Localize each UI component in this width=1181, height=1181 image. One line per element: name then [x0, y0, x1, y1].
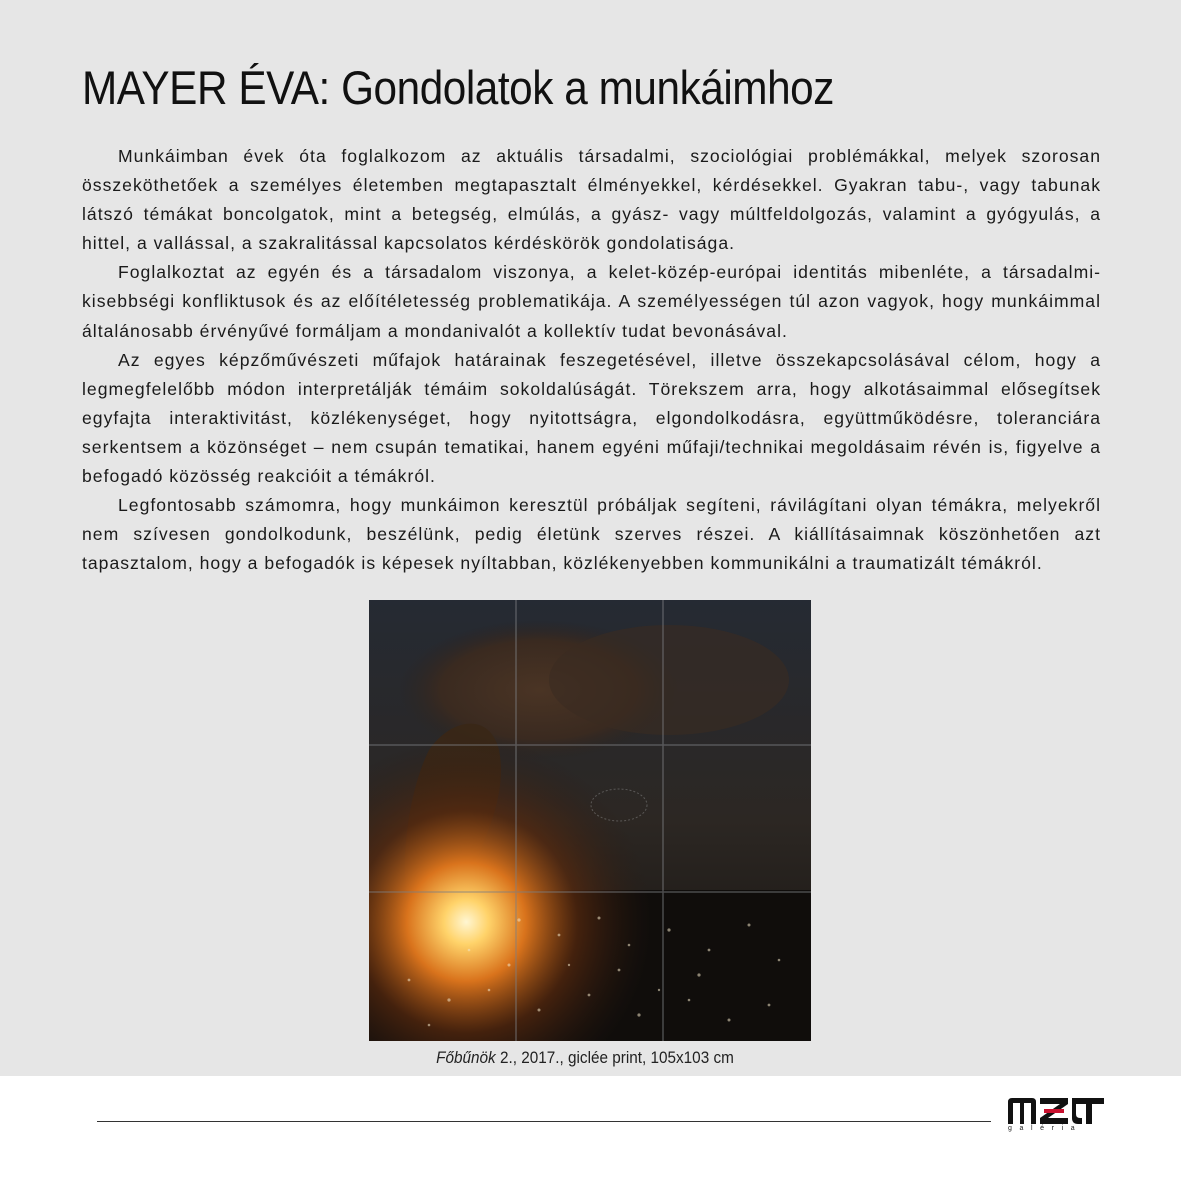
caption-details: 2., 2017., giclée print, 105x103 cm — [495, 1048, 734, 1067]
article-body — [82, 142, 1101, 578]
artwork-painting — [369, 600, 811, 1041]
page-title: MAYER ÉVA: Gondolatok a munkáimhoz — [82, 61, 834, 114]
footer-divider — [97, 1121, 991, 1122]
paragraph-3: Az egyes képzőművészeti műfajok határainak feszegetésével, illetve összekapcsolásával célom, hogy a legmegfelelőbb módon interpretálják témáim sokoldalúságát. Törekszem arra, hogy alkotásaimmal elősegítsek egyfajta interaktivitást, közlékenységet, hogy nyitottságra, elgondolkodásra, együttműködésre, toleranciára serkentsem a közönséget – nem csupán tematikai, hanem egyéni műfaji/technikai megoldásaim révén is, figyelve a befogadó közösség reakcióit a témákról. — [82, 349, 1101, 487]
artwork-caption — [59, 1048, 1112, 1068]
caption-title: Főbűnök — [436, 1048, 496, 1067]
paragraph-1: Munkáimban évek óta foglalkozom az aktuális társadalmi, szociológiai problémákkal, melyek szorosan összeköthetőek a személyes életemben megtapasztalt élményekkel, kérdésekkel. Gyakran tabu-, vagy tabunak látszó témákat boncolgatok, mint a betegség, elmúlás, a gyász- vagy múltfeldolgozás, valamint a gyógyulás, a hittel, a vallással, a szakralitással kapcsolatos kérdéskörök gondolatisága. — [82, 146, 1101, 254]
paragraph-2: Foglalkoztat az egyén és a társadalom viszonya, a kelet-közép-európai identitás mibenléte, a társadalmi-kisebbségi konfliktusok és az előítéletesség problematikája. A személyességen túl azon vagyok, hogy munkáimmal általánosabb érvényűvé formáljam a mondanivalót a kollektív tudat bevonásával. — [82, 262, 1101, 341]
paragraph-4: Legfontosabb számomra, hogy munkáimon keresztül próbáljak segíteni, rávilágítani olyan témákra, melyekről nem szívesen gondolkodunk, beszélünk, pedig életünk szerves részei. A kiállításaimnak köszönhetően azt tapasztalom, hogy a befogadók is képesek nyíltabban, közlékenyebben kommunikálni a traumatizált témákról. — [82, 495, 1101, 574]
logo-subtitle: galéria — [1008, 1125, 1083, 1132]
artwork-image — [369, 600, 811, 1041]
